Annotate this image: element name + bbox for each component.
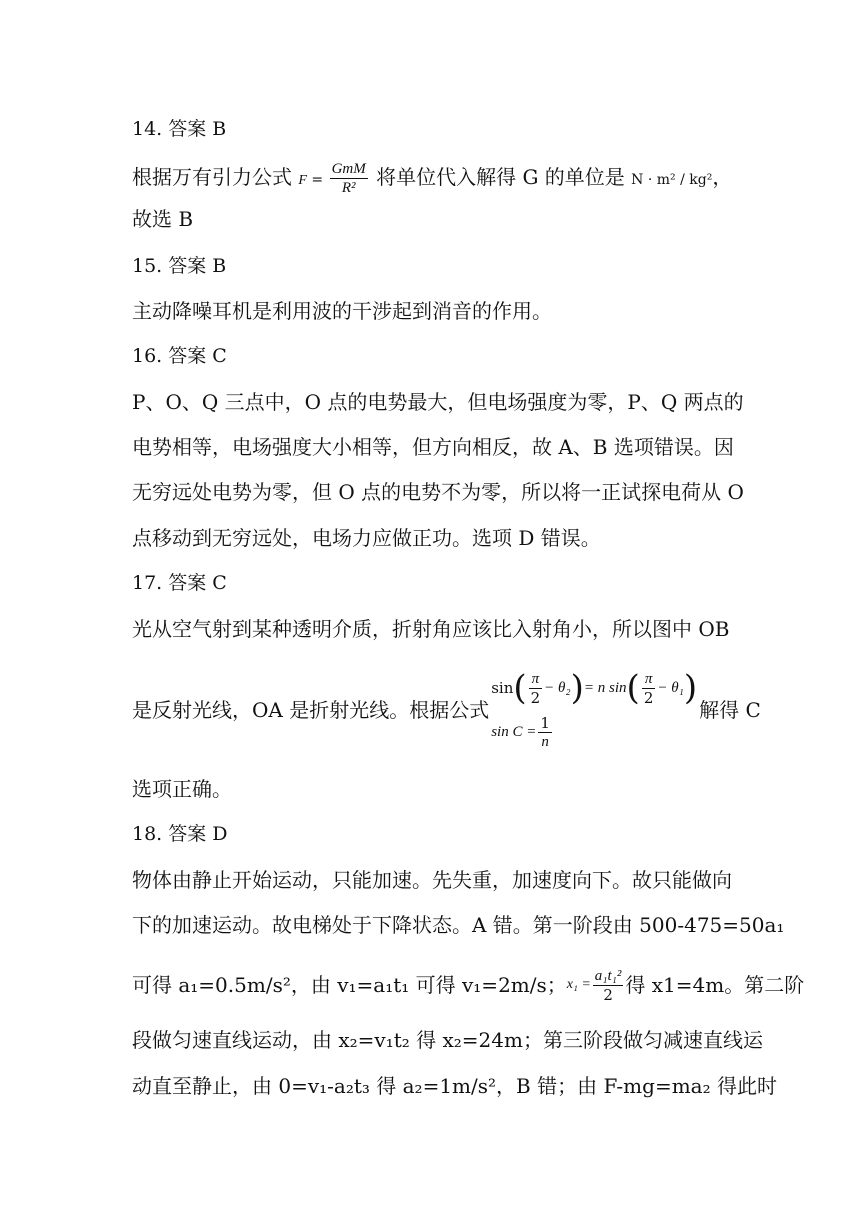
q17-line2: [132, 660, 761, 760]
q17-eq1-theta1: − θ₁: [657, 680, 684, 696]
q18-line4: 段做匀速直线运动，由 x₂=v₁t₂ 得 x₂=24m；第三阶段做匀减速直线运: [132, 1028, 763, 1052]
q14-line1-end: ，: [712, 165, 733, 189]
q15-answer: 15. 答案 B: [132, 255, 227, 277]
q17-eq2-num: 1: [540, 713, 550, 732]
q14-formula-fraction: [330, 160, 368, 197]
q18-line2: 下的加速运动。故电梯处于下降状态。A 错。第一阶段由 500-475=50a₁: [132, 913, 785, 937]
q17-eq1-rhs: = n sin: [583, 680, 627, 696]
q17-eq1-two-2: 2: [643, 688, 654, 707]
q17-line2-pre: 是反射光线，OA 是折射光线。根据公式: [132, 698, 490, 722]
q17-eq2-lhs: sin C =: [491, 724, 537, 740]
q17-eq2-den: n: [541, 733, 549, 750]
q17-eq1-two: 2: [530, 688, 541, 707]
q17-eq1-pi: π: [529, 670, 543, 689]
q14-formula-lhs: F: [298, 173, 307, 188]
q15-text: 主动降噪耳机是利用波的干涉起到消音的作用。: [132, 299, 552, 323]
q18-x1-lhs: x₁ =: [566, 977, 591, 992]
q14-line1-mid: 将单位代入解得 G 的单位是: [376, 165, 625, 189]
q17-line3: 选项正确。: [132, 777, 232, 801]
q14-formula-den: R²: [341, 180, 356, 196]
q16-line2: 电势相等，电场强度大小相等，但方向相反，故 A、B 选项错误。因: [132, 435, 734, 459]
q16-line1: P、O、Q 三点中，O 点的电势最大，但电场强度为零，P、Q 两点的: [132, 390, 744, 414]
q17-eq2: [491, 710, 697, 754]
q14-answer: 14. 答案 B: [132, 118, 227, 140]
q17-eq1-theta2: − θ₂: [544, 680, 571, 696]
q14-formula-num: GmM: [331, 161, 366, 177]
q18-line3-pre: 可得 a₁=0.5m/s²，由 v₁=a₁t₁ 可得 v₁=2m/s；: [132, 973, 567, 997]
q14-line2: 故选 B: [132, 207, 194, 231]
q16-line4: 点移动到无穷远处，电场力应做正功。选项 D 错误。: [132, 526, 601, 550]
q14-unit: N · m² / kg²: [631, 172, 713, 188]
q14-line1: [132, 160, 732, 197]
q16-line3: 无穷远处电势为零，但 O 点的电势不为零，所以将一正试探电荷从 O: [132, 480, 744, 504]
q18-x1-den: 2: [603, 985, 613, 1004]
q18-line1: 物体由静止开始运动，只能加速。先失重，加速度向下。故只能做向: [132, 868, 732, 892]
q17-eq1: sin ( $\frac{\pi}{2}$ − θ₂ ) = n sin ( $\frac{\pi}{2}$ − θ₁ ): [491, 668, 698, 708]
q16-answer: 16. 答案 C: [132, 345, 227, 367]
q18-x1-fraction: [593, 967, 624, 1004]
q18-line3: [132, 955, 804, 1015]
q17-eq1-sin: sin: [491, 679, 514, 697]
q17-equation-system: [491, 666, 697, 754]
q17-line1: 光从空气射到某种透明介质，折射角应该比入射角小，所以图中 OB: [132, 617, 730, 641]
q18-line3-post: 得 x1=4m。第二阶: [625, 973, 805, 997]
q17-answer: 17. 答案 C: [132, 572, 227, 594]
q17-eq1-pi-2: π: [642, 670, 656, 689]
q17-line2-end: 解得 C: [699, 698, 761, 722]
q18-x1-num: a₁t₁²: [594, 967, 622, 984]
q14-line1-pre: 根据万有引力公式: [132, 165, 292, 189]
q14-formula-eq: =: [306, 172, 328, 188]
q18-line5: 动直至静止，由 0=v₁-a₂t₃ 得 a₂=1m/s²，B 错；由 F-mg=ma₂ 得此时: [132, 1074, 777, 1098]
q18-answer: 18. 答案 D: [132, 823, 228, 845]
